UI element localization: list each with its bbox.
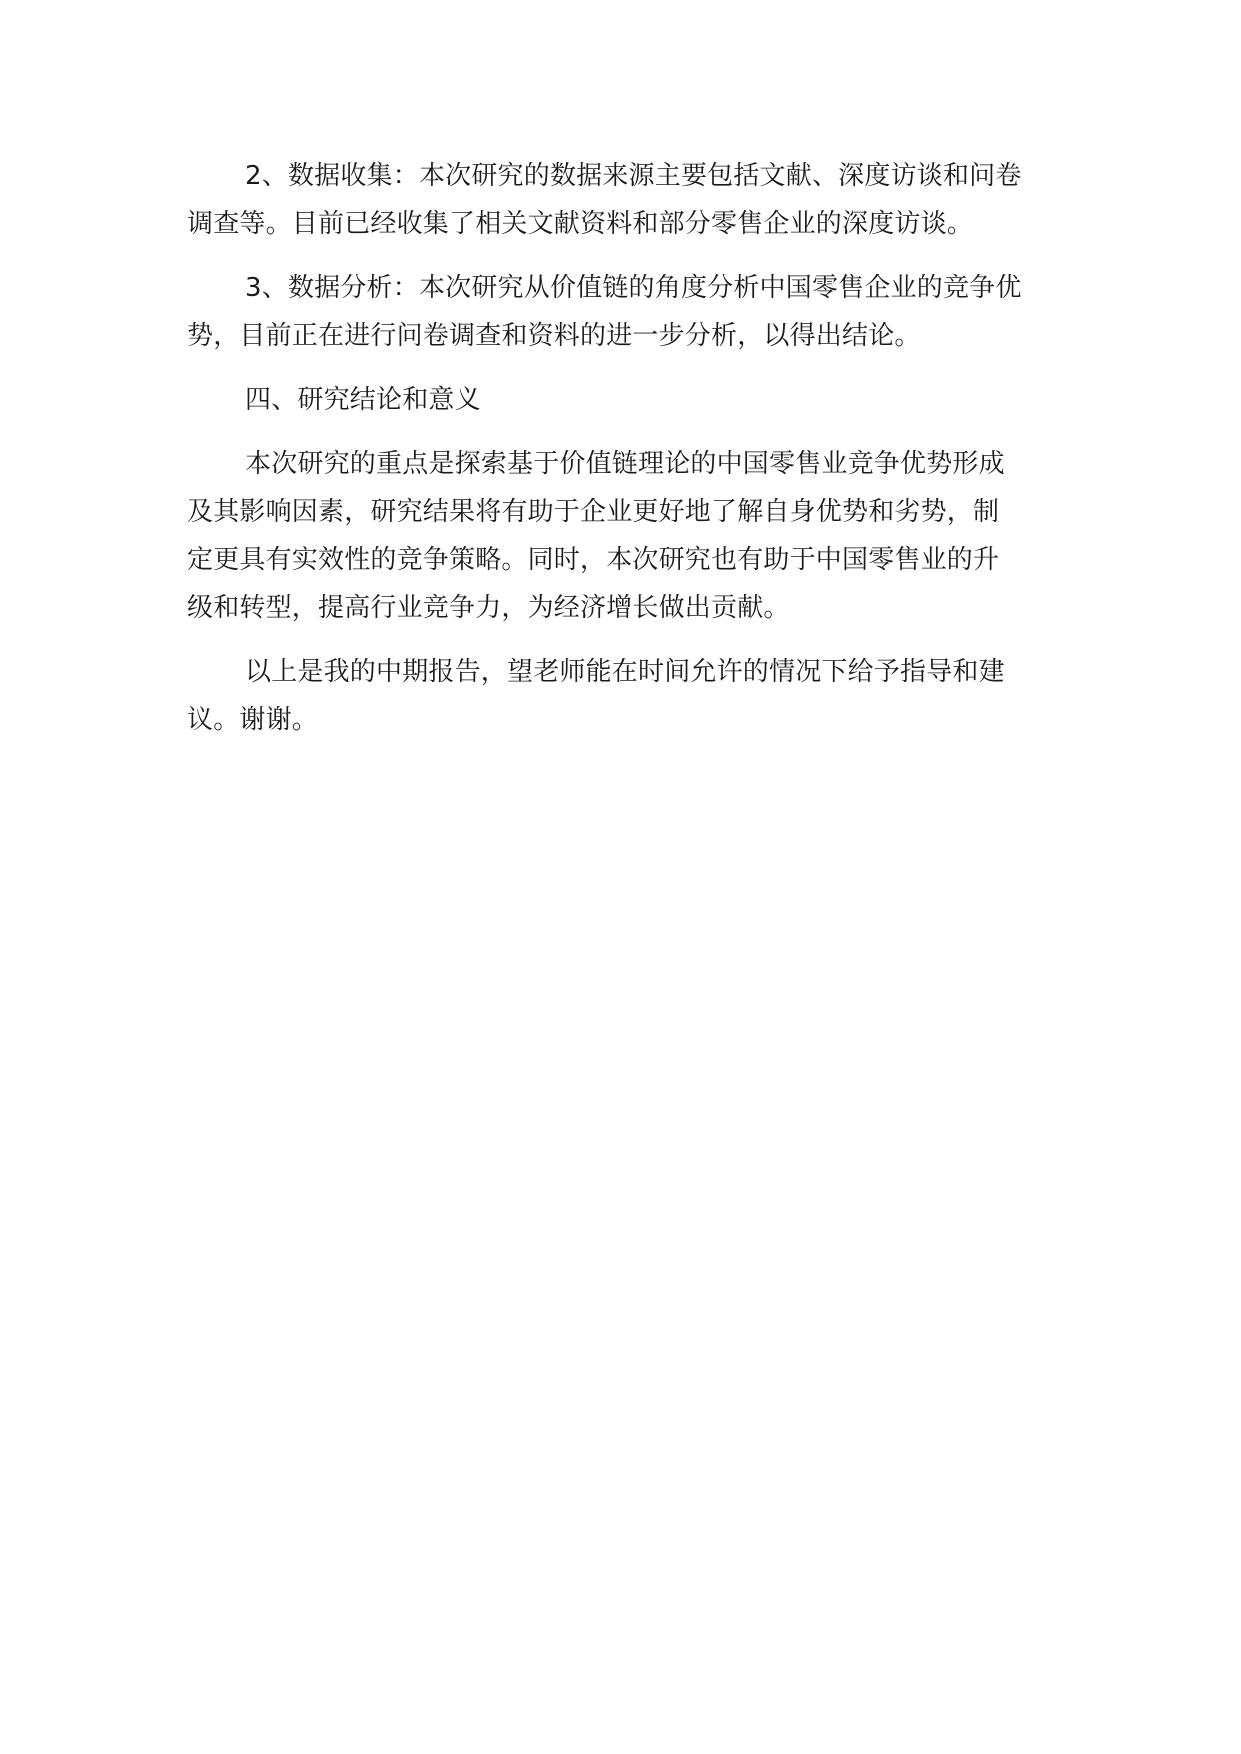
- paragraph-closing: 以上是我的中期报告，望老师能在时间允许的情况下给予指导和建 议。谢谢。: [187, 657, 1005, 735]
- document-body: [187, 152, 1057, 760]
- paragraph-data-analysis: 3、数据分析：本次研究从价值链的角度分析中国零售企业的竞争优 势，目前正在进行问卷调查和资料的进一步分析，以得出结论。: [187, 273, 1022, 351]
- section-heading-conclusion: 四、研究结论和意义: [245, 385, 481, 415]
- paragraph-conclusion: 本次研究的重点是探索基于价值链理论的中国零售业竞争优势形成 及其影响因素，研究结果将有助于企业更好地了解自身优势和劣势，制 定更具有实效性的竞争策略。同时，本次研究也有助于中国零售业的升 级和转型，提高行业竞争力，为经济增长做出贡献。: [187, 449, 1005, 623]
- paragraph-data-collection: 2、数据收集：本次研究的数据来源主要包括文献、深度访谈和问卷 调查等。目前已经收集了相关文献资料和部分零售企业的深度访谈。: [187, 161, 1022, 239]
